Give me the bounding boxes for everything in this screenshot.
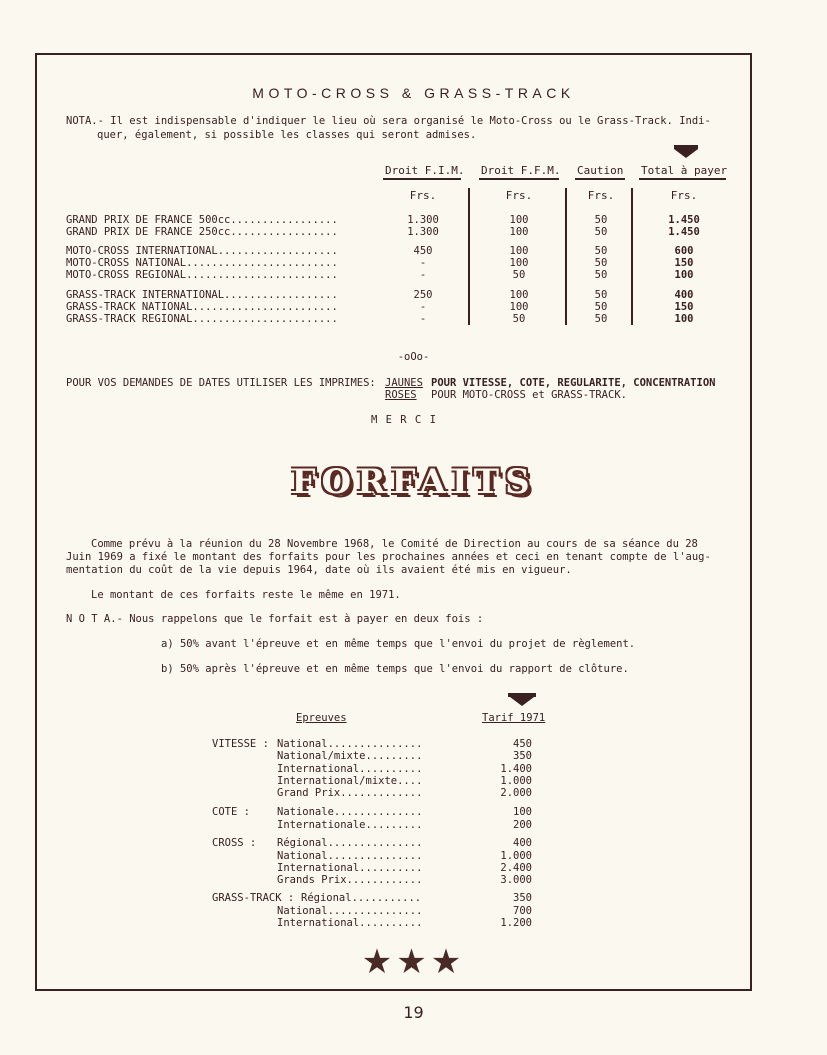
moto-cell-ffm: 50	[512, 269, 526, 281]
column-divider-2	[565, 188, 567, 325]
moto-cell-fim: 1.300	[407, 226, 439, 238]
page-number: 19	[403, 1003, 424, 1022]
header-total: Total à payer	[641, 164, 728, 177]
stars-ornament: ★★★	[361, 942, 466, 982]
unit-caution: Frs.	[587, 189, 615, 202]
tarif-item: Grand Prix.............	[277, 787, 423, 799]
tarif-price: 2.000	[500, 787, 532, 799]
forfaits-nota-intro: N O T A.- Nous rappelons que le forfait est à payer en deux fois :	[66, 613, 484, 625]
moto-cell-fim: 250	[413, 289, 433, 301]
forfaits-para-line-1: Comme prévu à la réunion du 28 Novembre 1968, le Comité de Direction au cours de sa séance du 28	[91, 538, 698, 550]
moto-row-label: GRASS-TRACK INTERNATIONAL..................	[66, 289, 338, 301]
moto-cell-ffm: 100	[509, 245, 529, 257]
moto-cell-total: 100	[674, 313, 694, 325]
moto-cell-caution: 50	[594, 269, 608, 281]
tarif-item: National...............	[277, 850, 423, 862]
nota-line-1: NOTA.- Il est indispensable d'indiquer le lieu où sera organisé le Moto-Cross ou le Grass-Track. Indi-	[66, 115, 711, 127]
tarif-item: International..........	[277, 763, 423, 775]
col-tarif: Tarif 1971	[482, 712, 546, 724]
tarif-price: 1.000	[500, 850, 532, 862]
tarif-category: GRASS-TRACK :	[212, 892, 295, 904]
moto-cell-caution: 50	[594, 245, 608, 257]
header-caution: Caution	[577, 164, 624, 177]
moto-row-label: GRAND PRIX DE FRANCE 250cc.................	[66, 226, 338, 238]
unit-fim: Frs.	[409, 189, 437, 202]
moto-cell-ffm: 100	[509, 226, 529, 238]
tarif-arrow-icon	[510, 697, 534, 706]
header-underline-total	[639, 178, 726, 180]
moto-cell-total: 600	[674, 245, 694, 257]
moto-row-label: MOTO-CROSS INTERNATIONAL...................	[66, 245, 338, 257]
moto-row-label: MOTO-CROSS REGIONAL........................	[66, 269, 338, 281]
tarif-price: 1.000	[500, 775, 532, 787]
moto-cell-total: 1.450	[668, 214, 700, 226]
tarif-item: National...............	[277, 905, 423, 917]
moto-row-label: GRASS-TRACK NATIONAL.......................	[66, 301, 338, 313]
tarif-item: International..........	[277, 917, 423, 929]
total-arrow-icon	[674, 149, 698, 158]
jaunes-text: POUR VITESSE, COTE, REGULARITE, CONCENTRATION	[431, 377, 716, 389]
header-droit-fim: Droit F.I.M.	[385, 164, 465, 177]
roses-label: ROSES	[385, 389, 417, 401]
tarif-price: 2.400	[500, 862, 532, 874]
moto-cell-caution: 50	[594, 257, 608, 269]
tarif-item: Grands Prix............	[277, 874, 423, 886]
moto-cell-fim: 450	[413, 245, 433, 257]
moto-row-label: GRASS-TRACK REGIONAL.......................	[66, 313, 338, 325]
moto-cell-fim: -	[419, 257, 427, 269]
moto-cell-total: 150	[674, 257, 694, 269]
moto-cell-caution: 50	[594, 301, 608, 313]
tarif-price: 100	[513, 806, 532, 818]
demandes-prefix: POUR VOS DEMANDES DE DATES UTILISER LES IMPRIMES:	[66, 377, 376, 389]
forfaits-nota-b: b) 50% après l'épreuve et en même temps que l'envoi du rapport de clôture.	[161, 663, 629, 675]
tarif-price: 1.200	[500, 917, 532, 929]
moto-cell-caution: 50	[594, 214, 608, 226]
forfaits-nota-a: a) 50% avant l'épreuve et en même temps que l'envoi du projet de règlement.	[161, 638, 636, 650]
tarif-item: Régional...............	[277, 837, 423, 849]
tarif-category: COTE :	[212, 806, 250, 818]
moto-cell-fim: -	[419, 301, 427, 313]
merci: M E R C I	[371, 414, 437, 426]
moto-cell-ffm: 100	[509, 289, 529, 301]
tarif-item: Nationale..............	[277, 806, 423, 818]
tarif-item: International..........	[277, 862, 423, 874]
tarif-price: 3.000	[500, 874, 532, 886]
tarif-category: CROSS :	[212, 837, 257, 849]
moto-row-label: MOTO-CROSS NATIONAL........................	[66, 257, 338, 269]
tarif-price: 350	[513, 892, 532, 904]
roses-text: POUR MOTO-CROSS et GRASS-TRACK.	[431, 389, 627, 401]
moto-cell-caution: 50	[594, 289, 608, 301]
tarif-category: VITESSE :	[212, 738, 269, 750]
moto-cell-fim: 1.300	[407, 214, 439, 226]
moto-cell-ffm: 50	[512, 313, 526, 325]
forfaits-title: FORFAITS	[291, 462, 536, 502]
moto-cell-total: 100	[674, 269, 694, 281]
tarif-price: 400	[513, 837, 532, 849]
separator: -oOo-	[397, 351, 430, 363]
moto-cell-ffm: 100	[509, 214, 529, 226]
moto-cell-ffm: 100	[509, 257, 529, 269]
tarif-item: National/mixte.........	[277, 750, 423, 762]
tarif-price: 700	[513, 905, 532, 917]
column-divider-3	[631, 188, 633, 325]
tarif-price: 200	[513, 819, 532, 831]
unit-ffm: Frs.	[505, 189, 533, 202]
tarif-item: National...............	[277, 738, 423, 750]
moto-cell-caution: 50	[594, 226, 608, 238]
moto-row-label: GRAND PRIX DE FRANCE 500cc.................	[66, 214, 338, 226]
tarif-price: 1.400	[500, 763, 532, 775]
moto-cell-total: 400	[674, 289, 694, 301]
column-divider-1	[468, 188, 470, 325]
header-underline-fim	[383, 178, 461, 180]
col-epreuves: Epreuves	[296, 712, 347, 724]
header-droit-ffm: Droit F.F.M.	[481, 164, 561, 177]
moto-cell-fim: -	[419, 269, 427, 281]
moto-cell-total: 1.450	[668, 226, 700, 238]
header-underline-ffm	[479, 178, 559, 180]
moto-cross-title: MOTO-CROSS & GRASS-TRACK	[252, 85, 575, 101]
unit-total: Frs.	[670, 189, 698, 202]
forfaits-para-line-2: Juin 1969 a fixé le montant des forfaits pour les prochaines années et ceci en tenant compte de l'aug-	[66, 551, 711, 563]
header-underline-caution	[575, 178, 625, 180]
tarif-item: International/mixte....	[277, 775, 423, 787]
moto-cell-total: 150	[674, 301, 694, 313]
tarif-item: Internationale.........	[277, 819, 423, 831]
forfaits-para-line-3: mentation du coût de la vie depuis 1964, date où ils avaient été mis en vigueur.	[66, 564, 572, 576]
tarif-price: 450	[513, 738, 532, 750]
jaunes-label: JAUNES	[385, 377, 423, 389]
forfaits-para-2: Le montant de ces forfaits reste le même en 1971.	[91, 589, 401, 601]
moto-cell-ffm: 100	[509, 301, 529, 313]
tarif-item: Régional...........	[301, 892, 422, 904]
nota-line-2: quer, également, si possible les classes qui seront admises.	[97, 129, 477, 141]
moto-cell-fim: -	[419, 313, 427, 325]
tarif-price: 350	[513, 750, 532, 762]
moto-cell-caution: 50	[594, 313, 608, 325]
